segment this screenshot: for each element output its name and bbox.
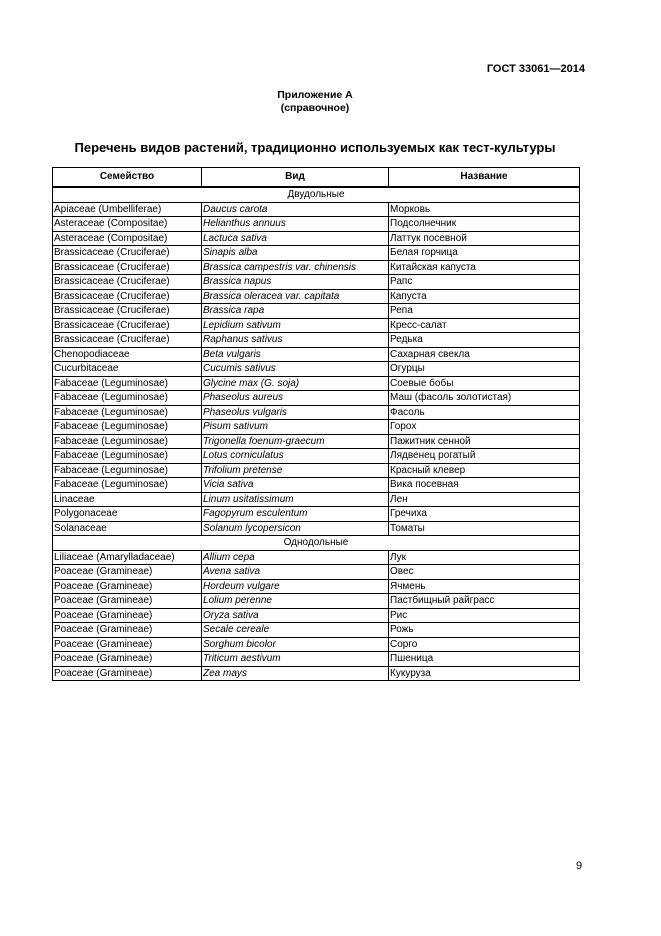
table-row: [53, 246, 580, 261]
table-header-row: [53, 168, 580, 188]
cell-species: Trifolium pretense: [202, 463, 389, 478]
cell-name: Лядвенец рогатый: [389, 449, 580, 464]
cell-family: Poaceae (Gramineae): [53, 652, 202, 667]
table-row: [53, 666, 580, 681]
cell-species: Brassica rapa: [202, 304, 389, 319]
cell-name: Репа: [389, 304, 580, 319]
cell-name: Вика посевная: [389, 478, 580, 493]
table-row: [53, 608, 580, 623]
group-label: Двудольные: [53, 187, 580, 202]
table-row: [53, 391, 580, 406]
cell-family: Fabaceae (Leguminosae): [53, 405, 202, 420]
cell-family: Asteraceae (Compositae): [53, 231, 202, 246]
cell-species: Vicia sativa: [202, 478, 389, 493]
cell-family: Fabaceae (Leguminosae): [53, 420, 202, 435]
cell-species: Lepidium sativum: [202, 318, 389, 333]
table-body: [53, 187, 580, 681]
cell-name: Огурцы: [389, 362, 580, 377]
table-row: [53, 594, 580, 609]
table-row: [53, 521, 580, 536]
cell-name: Рапс: [389, 275, 580, 290]
table-row: [53, 652, 580, 667]
cell-name: Фасоль: [389, 405, 580, 420]
cell-species: Brassica napus: [202, 275, 389, 290]
table-row: [53, 550, 580, 565]
table-row: [53, 623, 580, 638]
cell-species: Lolium perenne: [202, 594, 389, 609]
cell-name: Соевые бобы: [389, 376, 580, 391]
cell-species: Sinapis alba: [202, 246, 389, 261]
cell-species: Avena sativa: [202, 565, 389, 580]
cell-family: Brassicaceae (Cruciferae): [53, 275, 202, 290]
table-row: [53, 202, 580, 217]
cell-family: Brassicaceae (Cruciferae): [53, 260, 202, 275]
cell-family: Brassicaceae (Cruciferae): [53, 246, 202, 261]
table-row: [53, 304, 580, 319]
cell-family: Poaceae (Gramineae): [53, 608, 202, 623]
cell-species: Glycine max (G. soja): [202, 376, 389, 391]
cell-name: Рис: [389, 608, 580, 623]
cell-species: Phaseolus aureus: [202, 391, 389, 406]
column-header-name: Название: [389, 168, 580, 188]
table-row: [53, 478, 580, 493]
cell-species: Lotus corniculatus: [202, 449, 389, 464]
cell-name: Кресс-салат: [389, 318, 580, 333]
cell-species: Secale cereale: [202, 623, 389, 638]
cell-species: Oryza sativa: [202, 608, 389, 623]
cell-name: Пажитник сенной: [389, 434, 580, 449]
standard-code: ГОСТ 33061—2014: [486, 63, 585, 75]
cell-name: Томаты: [389, 521, 580, 536]
annex-note: (справочное): [280, 102, 350, 114]
table-row: [53, 231, 580, 246]
table-row: [53, 362, 580, 377]
cell-species: Brassica oleracea var. capitata: [202, 289, 389, 304]
cell-family: Poaceae (Gramineae): [53, 565, 202, 580]
cell-name: Ячмень: [389, 579, 580, 594]
cell-species: Zea mays: [202, 666, 389, 681]
cell-name: Пшеница: [389, 652, 580, 667]
cell-name: Подсолнечник: [389, 217, 580, 232]
cell-name: Овес: [389, 565, 580, 580]
cell-family: Cucurbitaceae: [53, 362, 202, 377]
table-row: [53, 260, 580, 275]
cell-name: Рожь: [389, 623, 580, 638]
group-row: [53, 536, 580, 551]
cell-species: Triticum aestivum: [202, 652, 389, 667]
cell-species: Beta vulgaris: [202, 347, 389, 362]
cell-family: Poaceae (Gramineae): [53, 579, 202, 594]
group-label: Однодольные: [53, 536, 580, 551]
table-row: [53, 449, 580, 464]
cell-name: Капуста: [389, 289, 580, 304]
cell-family: Asteraceae (Compositae): [53, 217, 202, 232]
cell-name: Белая горчица: [389, 246, 580, 261]
cell-family: Brassicaceae (Cruciferae): [53, 318, 202, 333]
cell-family: Fabaceae (Leguminosae): [53, 463, 202, 478]
cell-family: Apiaceae (Umbelliferae): [53, 202, 202, 217]
cell-family: Poaceae (Gramineae): [53, 594, 202, 609]
cell-family: Poaceae (Gramineae): [53, 623, 202, 638]
table-row: [53, 463, 580, 478]
cell-species: Raphanus sativus: [202, 333, 389, 348]
cell-family: Brassicaceae (Cruciferae): [53, 289, 202, 304]
cell-name: Редька: [389, 333, 580, 348]
cell-species: Cucumis sativus: [202, 362, 389, 377]
table-row: [53, 492, 580, 507]
cell-family: Fabaceae (Leguminosae): [53, 434, 202, 449]
cell-name: Морковь: [389, 202, 580, 217]
cell-species: Phaseolus vulgaris: [202, 405, 389, 420]
cell-name: Сорго: [389, 637, 580, 652]
cell-family: Polygonaceae: [53, 507, 202, 522]
table-row: [53, 333, 580, 348]
table-row: [53, 637, 580, 652]
table-row: [53, 565, 580, 580]
table-row: [53, 420, 580, 435]
group-row: [53, 187, 580, 202]
cell-name: Маш (фасоль золотистая): [389, 391, 580, 406]
cell-species: Trigonella foenum-graecum: [202, 434, 389, 449]
table-row: [53, 347, 580, 362]
cell-family: Linaceae: [53, 492, 202, 507]
cell-species: Allium cepa: [202, 550, 389, 565]
cell-species: Sorghum bicolor: [202, 637, 389, 652]
table-row: [53, 275, 580, 290]
cell-family: Fabaceae (Leguminosae): [53, 449, 202, 464]
cell-name: Кукуруза: [389, 666, 580, 681]
cell-family: Solanaceae: [53, 521, 202, 536]
cell-species: Hordeum vulgare: [202, 579, 389, 594]
cell-species: Daucus carota: [202, 202, 389, 217]
document-title: Перечень видов растений, традиционно используемых как тест-культуры: [74, 140, 556, 155]
cell-name: Красный клевер: [389, 463, 580, 478]
cell-family: Fabaceae (Leguminosae): [53, 391, 202, 406]
cell-family: Liliaceae (Amarylladaceae): [53, 550, 202, 565]
cell-family: Poaceae (Gramineae): [53, 666, 202, 681]
cell-family: Fabaceae (Leguminosae): [53, 478, 202, 493]
table-row: [53, 579, 580, 594]
table-row: [53, 507, 580, 522]
table-row: [53, 217, 580, 232]
cell-name: Пастбищный райграсс: [389, 594, 580, 609]
cell-species: Brassica campestris var. chinensis: [202, 260, 389, 275]
table-row: [53, 376, 580, 391]
cell-name: Сахарная свекла: [389, 347, 580, 362]
cell-family: Brassicaceae (Cruciferae): [53, 304, 202, 319]
cell-species: Helianthus annuus: [202, 217, 389, 232]
table-row: [53, 318, 580, 333]
cell-name: Лук: [389, 550, 580, 565]
cell-family: Chenopodiaceae: [53, 347, 202, 362]
cell-species: Solanum lycopersicon: [202, 521, 389, 536]
cell-name: Горох: [389, 420, 580, 435]
species-table: [52, 167, 580, 681]
annex-heading: [0, 89, 630, 115]
cell-name: Лен: [389, 492, 580, 507]
cell-species: Fagopyrum esculentum: [202, 507, 389, 522]
cell-family: Fabaceae (Leguminosae): [53, 376, 202, 391]
cell-family: Poaceae (Gramineae): [53, 637, 202, 652]
cell-family: Brassicaceae (Cruciferae): [53, 333, 202, 348]
cell-name: Гречиха: [389, 507, 580, 522]
cell-name: Латтук посевной: [389, 231, 580, 246]
page-number: 9: [576, 860, 583, 872]
column-header-species: Вид: [202, 168, 389, 188]
table-row: [53, 405, 580, 420]
cell-name: Китайская капуста: [389, 260, 580, 275]
cell-species: Lactuca sativa: [202, 231, 389, 246]
column-header-family: Семейство: [53, 168, 202, 188]
cell-species: Pisum sativum: [202, 420, 389, 435]
annex-title: Приложение А: [277, 89, 353, 101]
table-row: [53, 289, 580, 304]
cell-species: Linum usitatissimum: [202, 492, 389, 507]
table-row: [53, 434, 580, 449]
